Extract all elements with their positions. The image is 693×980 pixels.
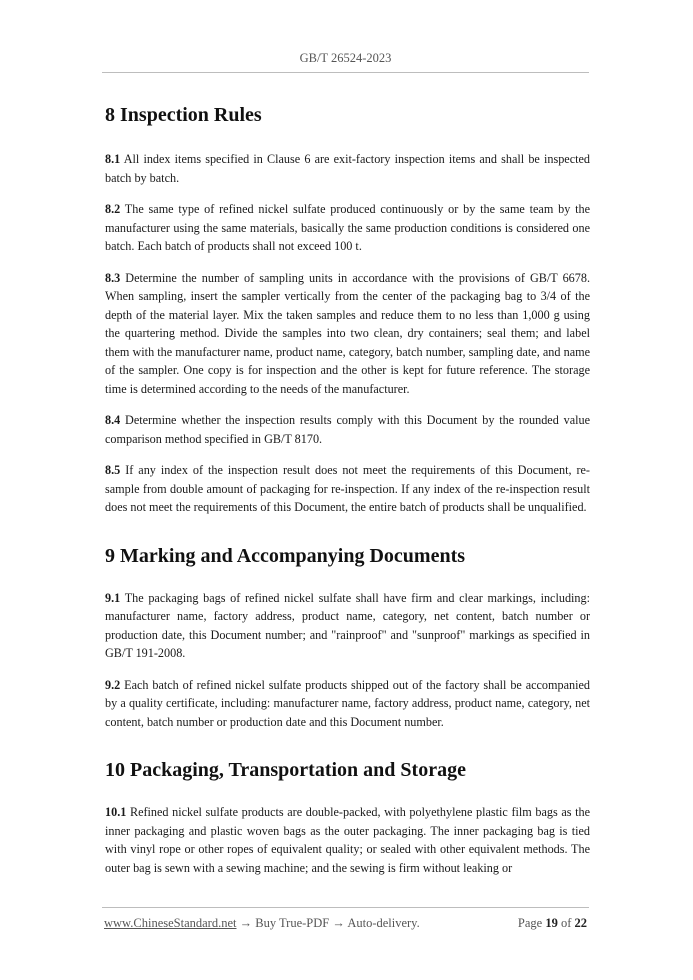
total-pages: 22 bbox=[574, 916, 587, 930]
section-heading-10: 10 Packaging, Transportation and Storage bbox=[105, 759, 466, 781]
page-header bbox=[102, 44, 589, 73]
arrow-icon: → bbox=[236, 916, 256, 930]
site-link[interactable]: www.ChineseStandard.net bbox=[104, 916, 237, 930]
clause-text: The packaging bags of refined nickel sulfate shall have firm and clear markings, including: manufacturer name, factory address, product name, category, net content, batch number or production date, this Document number; and "rainproof" and "sunproof" markings as specified in GB/T 191-2008. bbox=[105, 590, 590, 660]
page-number bbox=[518, 908, 587, 938]
clause-number: 8.3 bbox=[105, 270, 121, 285]
clause-number: 8.5 bbox=[105, 463, 121, 477]
arrow-icon: → bbox=[329, 916, 348, 930]
clause-9-1 bbox=[105, 589, 590, 663]
buy-pdf-link[interactable]: Buy True-PDF bbox=[255, 916, 330, 930]
clause-number: 9.2 bbox=[105, 677, 121, 692]
clause-8-2 bbox=[105, 200, 590, 256]
clause-text: Determine whether the inspection results comply with this Document by the rounded value comparison method specified in GB/T 8170. bbox=[105, 413, 590, 446]
standard-code: GB/T 26524-2023 bbox=[299, 51, 392, 65]
clause-number: 10.1 bbox=[105, 805, 127, 819]
clause-text: Refined nickel sulfate products are double-packed, with polyethylene plastic film bags as the inner packaging and plastic woven bags as the outer packaging. The inner packaging bag is tied with vinyl rope or other ropes of equivalent quality; or sealed with other equivalent methods. The outer bag is sewn with a sewing machine; and the sewing is firm without leaking or bbox=[105, 805, 590, 875]
clause-text: The same type of refined nickel sulfate produced continuously or by the same team by the manufacturer using the same materials, basically the same production conditions is considered one batch. Each batch of products shall not exceed 100 t. bbox=[105, 202, 590, 253]
clause-number: 8.4 bbox=[105, 413, 121, 427]
clause-text: If any index of the inspection result does not meet the requirements of this Document, re-sample from double amount of packaging for re-inspection. If any index of the re-inspection result does not meet the requirements of this Document, the entire batch of products shall be unqualified. bbox=[105, 463, 590, 514]
current-page: 19 bbox=[545, 916, 558, 930]
page-word: Page bbox=[517, 916, 546, 930]
clause-number: 9.1 bbox=[105, 590, 121, 605]
clause-8-1 bbox=[105, 150, 590, 187]
clause-8-4 bbox=[105, 411, 590, 448]
clause-number: 8.2 bbox=[105, 202, 121, 216]
footer-promo bbox=[104, 908, 420, 938]
document-body bbox=[105, 100, 590, 877]
page-footer bbox=[102, 907, 589, 938]
section-heading-8: 8 Inspection Rules bbox=[105, 104, 262, 126]
of-word: of bbox=[557, 916, 575, 930]
section-heading-9: 9 Marking and Accompanying Documents bbox=[105, 544, 466, 567]
clause-text: Determine the number of sampling units in accordance with the provisions of GB/T 6678. When sampling, insert the sampler vertically from the center of the packaging bag to 3/4 of the depth of the material layer. Mix the taken samples and reduce them to no less than 1,000 g using the quartering method. Divide the samples into two clean, dry containers; seal them; and label them with the manufacturer name, product name, category, batch number, sampling date, and name of the sampler. One copy is for inspection and the other is kept for future reference. The storage time is determined according to the needs of the manufacturer. bbox=[105, 270, 590, 396]
clause-10-1 bbox=[105, 803, 590, 877]
auto-delivery-text: Auto-delivery. bbox=[347, 916, 420, 930]
clause-text: Each batch of refined nickel sulfate products shipped out of the factory shall be accompanied by a quality certificate, including: manufacturer name, factory address, product name, category, net content, batch number or production date and this Document number. bbox=[105, 677, 590, 729]
clause-number: 8.1 bbox=[105, 152, 121, 166]
clause-8-5 bbox=[105, 461, 590, 517]
clause-8-3 bbox=[105, 269, 590, 399]
clause-text: All index items specified in Clause 6 are exit-factory inspection items and shall be inspected batch by batch. bbox=[105, 152, 590, 185]
clause-9-2 bbox=[105, 676, 590, 732]
